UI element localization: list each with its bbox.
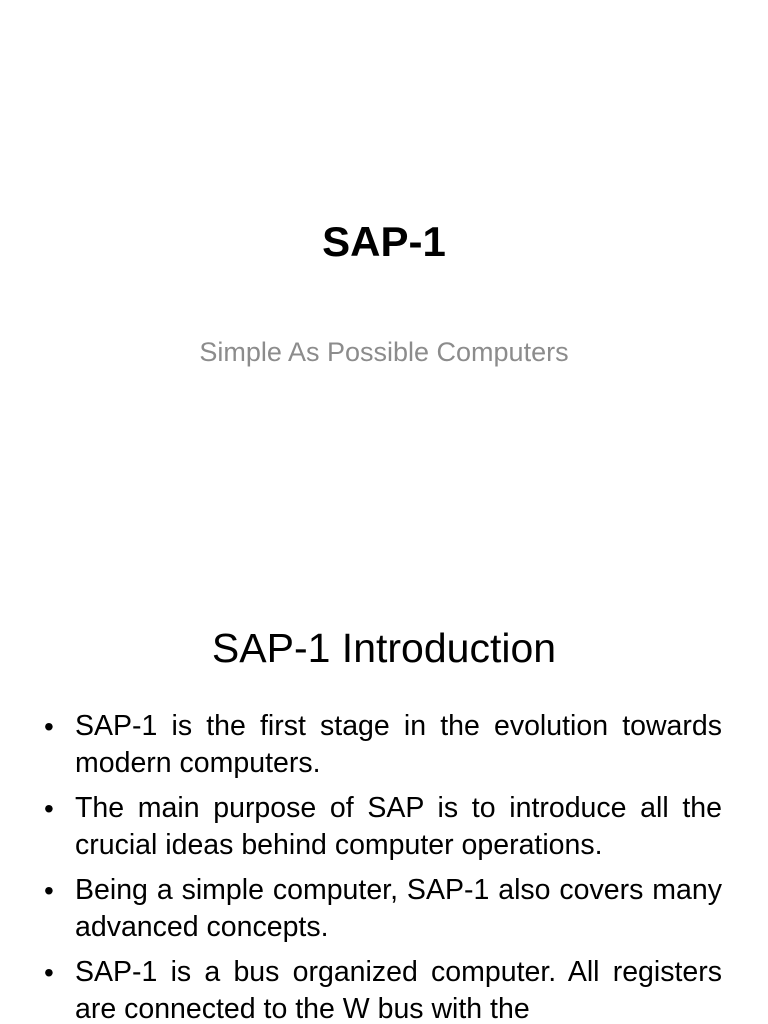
bullet-icon: • [44, 711, 54, 742]
bullet-item [42, 872, 722, 946]
bullet-text: SAP-1 is the first stage in the evolution towards modern computers. [75, 710, 722, 779]
bullet-list [42, 708, 722, 1024]
slide-title-heading: SAP-1 [322, 218, 446, 265]
bullet-text: Being a simple computer, SAP-1 also covers many advanced concepts. [75, 874, 722, 943]
bullet-text: SAP-1 is a bus organized computer. All registers are connected to the W bus with the [75, 956, 722, 1024]
bullet-item [42, 790, 722, 864]
bullet-icon: • [44, 875, 54, 906]
bullet-icon: • [44, 957, 54, 988]
bullet-text: The main purpose of SAP is to introduce all the crucial ideas behind computer operations. [75, 792, 722, 861]
bullet-item [42, 708, 722, 782]
slide-introduction [0, 576, 768, 1024]
bullet-item [42, 954, 722, 1024]
bullet-icon: • [44, 793, 54, 824]
slide-subtitle: Simple As Possible Computers [199, 337, 569, 367]
introduction-heading: SAP-1 Introduction [211, 625, 557, 671]
